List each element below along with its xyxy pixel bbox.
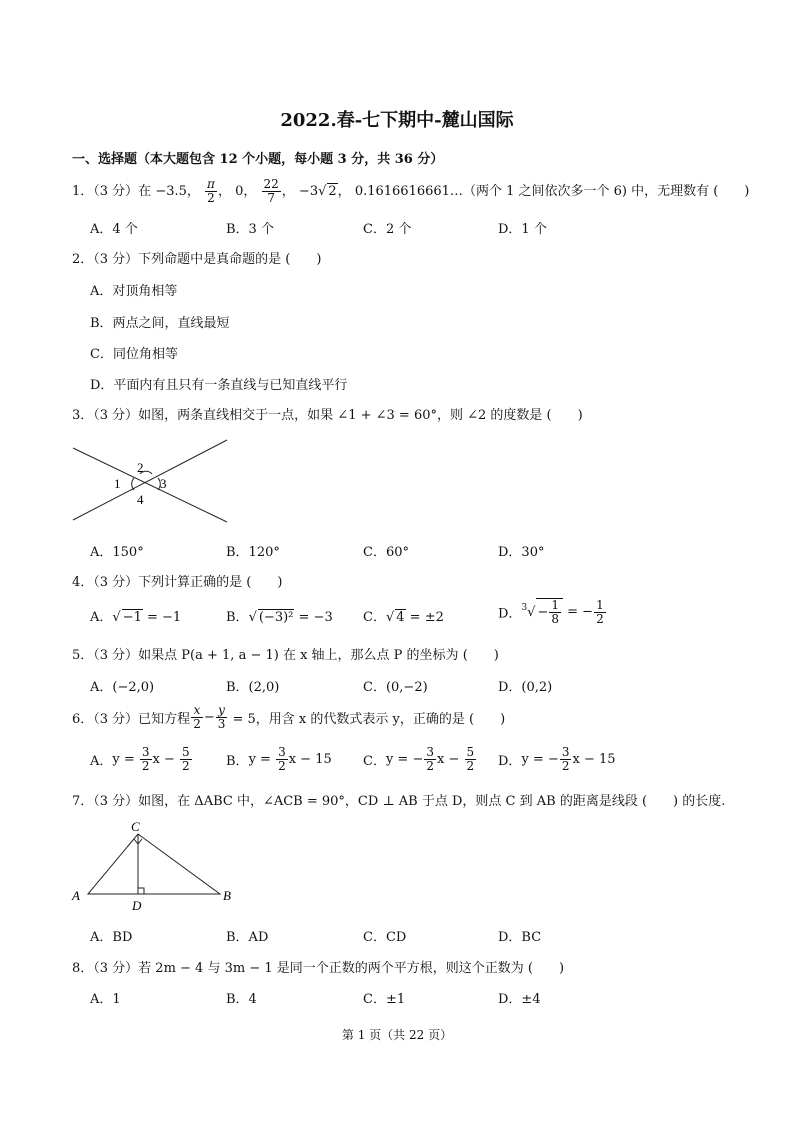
q8-option-d[interactable]: D．±4 bbox=[498, 992, 541, 1007]
question-6: 6．（3 分）已知方程 $\frac{x}{2}$ − $\frac{y}{3}$ = 5，用含 x 的代数式表示 y，正确的是 ( ) bbox=[72, 703, 506, 731]
q3-option-b[interactable]: B．120° bbox=[226, 545, 280, 560]
q1-lead: 1．（3 分）在 bbox=[72, 184, 152, 199]
q5-option-c[interactable]: C．(0,−2) bbox=[363, 680, 428, 695]
question-3: 3．（3 分）如图，两条直线相交于一点，如果 ∠1 + ∠3 = 60°，则 ∠2 的度数是 ( ) bbox=[72, 408, 583, 423]
question-2: 2．（3 分）下列命题中是真命题的是 ( ) bbox=[72, 252, 322, 267]
q7-option-c[interactable]: C．CD bbox=[363, 930, 407, 945]
q8-option-b[interactable]: B．4 bbox=[226, 992, 257, 1007]
q1-tail: （两个 1 之间依次多一个 6) 中，无理数有 ( ) bbox=[462, 184, 750, 199]
q1-m3: −3 bbox=[298, 184, 319, 199]
angle-label-1: 1 bbox=[114, 476, 121, 491]
line-2 bbox=[73, 440, 227, 520]
q2-option-d[interactable]: D．平面内有且只有一条直线与已知直线平行 bbox=[90, 378, 348, 393]
q7-option-a[interactable]: A．BD bbox=[90, 930, 133, 945]
line-1 bbox=[73, 448, 227, 522]
triangle-abc bbox=[88, 834, 220, 894]
q4-option-b[interactable]: B．√ (−3)² = −3 bbox=[226, 610, 333, 625]
q5-option-d[interactable]: D．(0,2) bbox=[498, 680, 553, 695]
q1-n1: −3.5 bbox=[155, 184, 187, 199]
angle-label-4: 4 bbox=[137, 492, 144, 507]
label-a: A bbox=[72, 888, 80, 903]
question-7: 7．（3 分）如图，在 ΔABC 中，∠ACB = 90°，CD ⊥ AB 于点 D，则点 C 到 AB 的距离是线段 ( ) 的长度. bbox=[72, 794, 726, 809]
label-b: B bbox=[223, 888, 231, 903]
page-footer: 第 1 页（共 22 页） bbox=[341, 1028, 453, 1042]
q6-option-b[interactable]: B．y = $\frac{3}{2}$ x − 15 bbox=[226, 745, 332, 773]
q3-option-d[interactable]: D．30° bbox=[498, 545, 545, 560]
q3-option-a[interactable]: A．150° bbox=[90, 545, 144, 560]
q1-sqrt: √ 2 bbox=[318, 184, 337, 199]
label-c: C bbox=[131, 819, 140, 834]
q5-option-b[interactable]: B．(2,0) bbox=[226, 680, 280, 695]
q1-option-a[interactable]: A．4 个 bbox=[90, 222, 138, 237]
label-d: D bbox=[132, 898, 142, 913]
q2-option-a[interactable]: A．对顶角相等 bbox=[90, 284, 178, 299]
q4-option-a[interactable]: A．√ −1 = −1 bbox=[90, 610, 182, 625]
q4-option-c[interactable]: C．√ 4 = ±2 bbox=[363, 610, 444, 625]
angle-label-2: 2 bbox=[137, 460, 144, 475]
q2-option-c[interactable]: C．同位角相等 bbox=[90, 347, 178, 362]
q7-option-b[interactable]: B．AD bbox=[226, 930, 269, 945]
q1-22-7-fraction: $\frac{22}{7}$ bbox=[263, 177, 279, 205]
question-5: 5．（3 分）如果点 P(a + 1, a − 1) 在 x 轴上，那么点 P 的坐标为 ( ) bbox=[72, 648, 499, 663]
question-1: 1．（3 分）在 −3.5， $\frac{\pi}{2}$ ， 0， $\frac{22}{7}$ ， −3√ 2， 0.1616616661…（两个 1 之间依次多一个 6) 中，无理数有 ( ) bbox=[72, 177, 750, 205]
q1-option-b[interactable]: B．3 个 bbox=[226, 222, 274, 237]
right-triangle-figure bbox=[70, 818, 240, 914]
intersecting-lines-figure bbox=[70, 436, 232, 526]
q7-option-d[interactable]: D．BC bbox=[498, 930, 542, 945]
q1-decimal: 0.1616616661… bbox=[354, 184, 463, 199]
question-4: 4．（3 分）下列计算正确的是 ( ) bbox=[72, 575, 283, 590]
question-8: 8．（3 分）若 2m − 4 与 3m − 1 是同一个正数的两个平方根，则这个正数为 ( ) bbox=[72, 961, 565, 976]
q6-option-c[interactable]: C．y = − $\frac{3}{2}$ x − $\frac{5}{2}$ bbox=[363, 745, 475, 773]
section-heading: 一、选择题（本大题包含 12 个小题，每小题 3 分，共 36 分） bbox=[72, 152, 444, 167]
q1-option-d[interactable]: D．1 个 bbox=[498, 222, 547, 237]
q2-option-b[interactable]: B．两点之间，直线最短 bbox=[90, 316, 230, 331]
q8-option-c[interactable]: C．±1 bbox=[363, 992, 406, 1007]
q1-option-c[interactable]: C．2 个 bbox=[363, 222, 412, 237]
right-angle-d bbox=[138, 888, 144, 894]
q8-option-a[interactable]: A．1 bbox=[90, 992, 121, 1007]
q1-pi-fraction: $\frac{\pi}{2}$ bbox=[207, 177, 215, 205]
angle-label-3: 3 bbox=[160, 476, 167, 491]
q4-option-d[interactable]: D．$^3$√ − $\frac{1}{8}$ = − $\frac{1}{2}$ bbox=[498, 597, 604, 626]
q6-option-d[interactable]: D．y = − $\frac{3}{2}$ x − 15 bbox=[498, 745, 616, 773]
q3-option-c[interactable]: C．60° bbox=[363, 545, 409, 560]
q1-zero: 0 bbox=[235, 184, 244, 199]
q5-option-a[interactable]: A．(−2,0) bbox=[90, 680, 155, 695]
page-title: 2022.春-七下期中-麓山国际 bbox=[280, 110, 514, 131]
q6-option-a[interactable]: A．y = $\frac{3}{2}$ x − $\frac{5}{2}$ bbox=[90, 745, 190, 773]
